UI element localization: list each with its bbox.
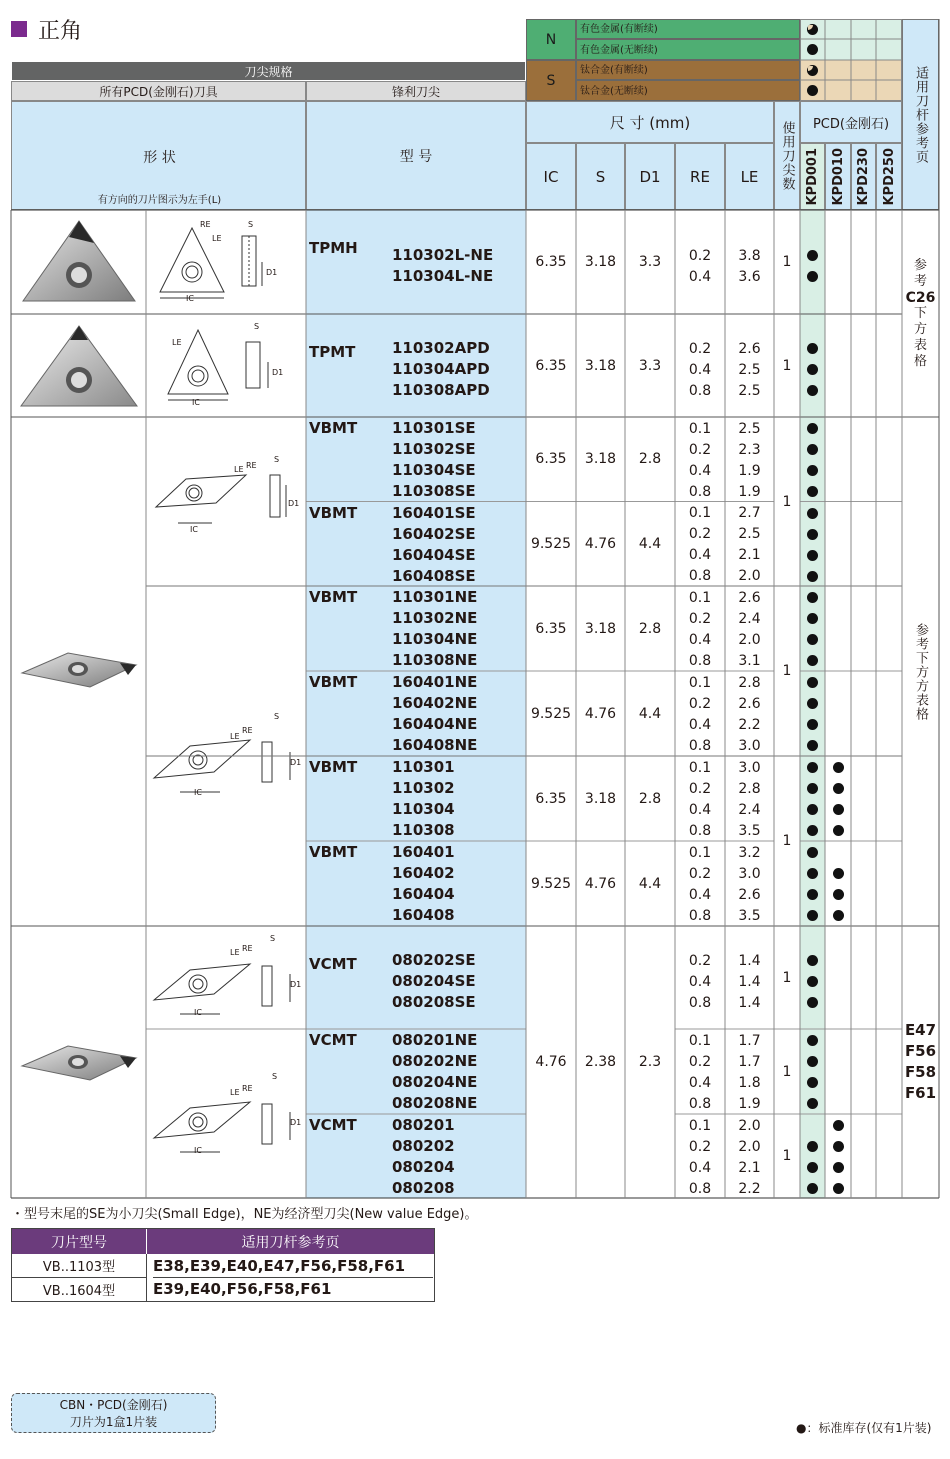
dim-s-header: S <box>576 143 625 210</box>
re-value: 0.4 <box>688 973 712 990</box>
re-value: 0.8 <box>688 1095 712 1112</box>
stock-dot <box>833 868 844 879</box>
pcd-header: PCD(金刚石) <box>800 101 902 143</box>
tpmh-photo <box>14 215 144 310</box>
stock-dot <box>807 1056 818 1067</box>
stock-dot <box>807 655 818 666</box>
model-code: 080208 <box>392 1179 455 1197</box>
re-value: 0.1 <box>688 674 712 691</box>
s-value: 3.18 <box>584 357 617 374</box>
model-code: 160408 <box>392 906 455 924</box>
re-value: 0.2 <box>688 247 712 264</box>
le-value: 2.0 <box>738 1138 761 1155</box>
d1-value: 2.8 <box>638 620 662 637</box>
model-code: 110308SE <box>392 482 476 500</box>
stock-dot <box>833 1120 844 1131</box>
vcmt-plain-use-count: 1 <box>782 1148 792 1164</box>
stock-dot <box>807 804 818 815</box>
stock-dot <box>807 250 818 261</box>
re-value: 0.2 <box>688 526 712 542</box>
re-value: 0.4 <box>688 886 712 903</box>
vbmt-se-drawing: IC S D1 LE RE <box>150 445 302 545</box>
model-series: VCMT <box>309 955 357 973</box>
ic-value: 6.35 <box>535 451 567 468</box>
shape-header: 形 状 有方向的刀片图示为左手(L) <box>11 101 306 210</box>
re-value: 0.2 <box>688 1053 712 1070</box>
model-series: VCMT <box>309 1116 357 1134</box>
re-value: 0.8 <box>688 382 712 399</box>
stock-dot <box>807 698 818 709</box>
re-value: 0.1 <box>688 1032 712 1049</box>
model-series: VBMT <box>309 843 358 861</box>
stock-dot <box>807 868 818 879</box>
model-header: 型 号 <box>306 101 526 210</box>
le-value: 2.6 <box>738 340 761 357</box>
le-value: 2.5 <box>738 382 761 399</box>
model-series: VBMT <box>309 419 358 437</box>
le-value: 1.7 <box>738 1053 761 1070</box>
le-value: 2.4 <box>738 610 761 627</box>
d1-value: 2.8 <box>638 451 662 468</box>
re-value: 0.8 <box>688 907 712 924</box>
d1-value: 4.4 <box>638 705 662 722</box>
le-value: 2.5 <box>738 361 761 378</box>
vcmt-d1: 2.3 <box>638 1054 662 1070</box>
s-value: 4.76 <box>584 875 617 892</box>
stock-dot <box>807 1077 818 1088</box>
ic-value: 9.525 <box>530 535 572 552</box>
model-code: 160408NE <box>392 736 478 754</box>
le-value: 2.7 <box>738 505 761 521</box>
le-value: 1.4 <box>738 973 761 990</box>
re-value: 0.2 <box>688 340 712 357</box>
tpmt-use-count: 1 <box>782 357 792 374</box>
stock-dot <box>833 783 844 794</box>
model-code: 110308NE <box>392 651 478 669</box>
stock-dot <box>807 719 818 730</box>
re-value: 0.4 <box>688 716 712 733</box>
re-value: 0.4 <box>688 801 712 818</box>
stock-dot <box>807 1162 818 1173</box>
re-value: 0.8 <box>688 1180 712 1197</box>
bar-table-row1-model: VB..1103型 <box>12 1254 147 1278</box>
model-series: TPMT <box>309 343 356 361</box>
le-value: 1.9 <box>738 462 761 479</box>
le-value: 3.6 <box>738 268 761 285</box>
grade-kpd230: KPD230 <box>851 143 876 210</box>
le-value: 2.0 <box>738 568 761 584</box>
re-value: 0.4 <box>688 547 712 563</box>
bar-table-row2-model: VB..1604型 <box>12 1278 147 1301</box>
re-value: 0.1 <box>688 505 712 521</box>
re-value: 0.4 <box>688 1074 712 1091</box>
tpmt-photo <box>14 318 144 413</box>
re-value: 0.4 <box>688 1159 712 1176</box>
model-code: 080201NE <box>392 1031 478 1049</box>
le-value: 2.3 <box>738 441 761 458</box>
ic-value: 6.35 <box>535 254 567 270</box>
s-value: 4.76 <box>584 535 617 552</box>
model-code: 080204NE <box>392 1073 478 1091</box>
stock-dot <box>807 847 818 858</box>
stock-dot <box>807 762 818 773</box>
re-value: 0.8 <box>688 822 712 839</box>
tpmt-drawing: IC S D1 LE <box>150 318 302 414</box>
size-header: 尺 寸 (mm) <box>526 101 774 143</box>
s-value: 3.18 <box>584 620 617 637</box>
le-value: 1.9 <box>738 483 761 500</box>
stock-dot <box>807 783 818 794</box>
re-value: 0.2 <box>688 780 712 797</box>
ref-vb: 参考下方方表格 <box>913 622 928 721</box>
le-value: 2.2 <box>738 716 761 733</box>
footnote: ・型号末尾的SE为小刀尖(Small Edge)，NE为经济型刀尖(New value Edge)。 <box>11 1207 478 1222</box>
grade-kpd010: KPD010 <box>825 143 851 210</box>
re-value: 0.4 <box>688 268 712 285</box>
stock-dot <box>833 1141 844 1152</box>
vcmt-se-drawing: IC S D1 LE RE <box>150 930 302 1026</box>
d1-value: 2.8 <box>638 790 662 807</box>
model-code: 110304APD <box>392 360 490 378</box>
re-value: 0.2 <box>688 695 712 712</box>
d1-value: 4.4 <box>638 875 662 892</box>
model-code: 080204SE <box>392 972 476 990</box>
material-grade-grid <box>800 19 902 101</box>
model-series: TPMH <box>309 239 358 257</box>
le-value: 2.4 <box>738 801 761 818</box>
vbmt-plain-use-count: 1 <box>782 833 792 849</box>
model-code: 110302APD <box>392 339 490 357</box>
stock-dot <box>807 976 818 987</box>
le-value: 3.8 <box>738 247 761 264</box>
ic-value: 9.525 <box>530 705 572 722</box>
model-code: 080208SE <box>392 993 476 1011</box>
stock-dot <box>807 364 818 375</box>
le-value: 1.8 <box>738 1074 761 1091</box>
re-value: 0.4 <box>688 462 712 479</box>
grade-kpd001: KPD001 <box>800 143 825 210</box>
vbmt-se-use-count: 1 <box>782 493 792 510</box>
dim-ic-header: IC <box>526 143 576 210</box>
le-value: 2.8 <box>738 780 761 797</box>
stock-dot <box>807 889 818 900</box>
model-code: 160408SE <box>392 566 476 585</box>
re-value: 0.1 <box>688 589 712 606</box>
ref-tp: 参 考 C26 下 方 表 格 <box>905 257 936 369</box>
model-series: VBMT <box>309 588 358 606</box>
stock-dot <box>807 1183 818 1194</box>
re-value: 0.1 <box>688 1117 712 1134</box>
model-code: 080204 <box>392 1158 455 1176</box>
page-title: 正角 <box>38 19 83 44</box>
s-value: 3.18 <box>584 254 617 270</box>
le-value: 2.1 <box>738 547 761 563</box>
re-value: 0.2 <box>688 865 712 882</box>
stock-dot <box>807 1035 818 1046</box>
stock-legend: ●：标准库存(仅有1片装) <box>796 1421 932 1435</box>
le-value: 3.5 <box>738 907 761 924</box>
re-value: 0.1 <box>688 420 712 437</box>
model-code: 160401 <box>392 843 455 861</box>
model-code: 110302L-NE <box>392 246 494 264</box>
vcmt-ic: 4.76 <box>535 1054 567 1070</box>
model-series: VCMT <box>309 1031 357 1049</box>
title-marker <box>11 21 27 37</box>
vcmt-ne-use-count: 1 <box>782 1063 792 1080</box>
re-value: 0.1 <box>688 759 712 776</box>
model-code: 110302NE <box>392 609 478 627</box>
model-code: 080202NE <box>392 1052 478 1070</box>
stock-dot <box>807 550 818 561</box>
model-code: 160404NE <box>392 715 478 733</box>
stock-dot <box>807 1141 818 1152</box>
re-value: 0.2 <box>688 610 712 627</box>
stock-dot <box>807 465 818 476</box>
stock-dot <box>807 955 818 966</box>
model-code: 160404SE <box>392 545 476 564</box>
bar-table-header-model: 刀片型号 <box>12 1229 147 1254</box>
vcmt-s: 2.38 <box>584 1054 617 1070</box>
model-code: 110301SE <box>392 419 476 437</box>
model-code: 110304L-NE <box>392 267 494 285</box>
stock-dot <box>807 910 818 921</box>
packaging-badge: CBN・PCD(金刚石) 刀片为1盒1片装 <box>11 1393 216 1433</box>
re-value: 0.2 <box>688 1138 712 1155</box>
stock-dot <box>807 592 818 603</box>
stock-dot <box>807 271 818 282</box>
re-value: 0.8 <box>688 994 712 1011</box>
model-code: 110308 <box>392 821 455 839</box>
le-value: 3.0 <box>738 759 761 776</box>
re-value: 0.8 <box>688 737 712 754</box>
stock-dot <box>807 613 818 624</box>
le-value: 2.6 <box>738 695 761 712</box>
material-s-row1: 钛合金(有断续) <box>576 60 800 80</box>
dim-re-header: RE <box>675 143 725 210</box>
model-code: 160401SE <box>392 503 476 522</box>
stock-dot <box>833 910 844 921</box>
le-value: 2.6 <box>738 589 761 606</box>
stock-dot <box>833 762 844 773</box>
model-code: 110308APD <box>392 381 490 399</box>
stock-dot <box>807 571 818 582</box>
re-value: 0.2 <box>688 952 712 969</box>
re-value: 0.4 <box>688 361 712 378</box>
model-code: 160401NE <box>392 673 478 691</box>
stock-dot <box>807 343 818 354</box>
le-value: 2.6 <box>738 886 761 903</box>
bar-table-row2-ref: E39,E40,F56,F58,F61 <box>153 1280 332 1298</box>
ic-value: 6.35 <box>535 790 567 807</box>
stock-dot <box>807 529 818 540</box>
stock-dot <box>833 825 844 836</box>
vcmt-se-use-count: 1 <box>782 969 792 986</box>
model-code: 160402NE <box>392 694 478 712</box>
spec-header: 刀尖规格 <box>11 61 526 81</box>
model-code: 110304 <box>392 800 455 818</box>
d1-value: 3.3 <box>638 254 662 270</box>
stock-dot <box>807 634 818 645</box>
model-code: 110301 <box>392 758 455 776</box>
grade-kpd250: KPD250 <box>876 143 902 210</box>
material-n-row2: 有色金属(无断续) <box>576 39 800 60</box>
stock-dot <box>807 486 818 497</box>
le-value: 2.0 <box>738 1117 761 1134</box>
material-n-row1: 有色金属(有断续) <box>576 19 800 39</box>
material-s-row2: 钛合金(无断续) <box>576 80 800 101</box>
stock-dot <box>807 740 818 751</box>
model-code: 110301NE <box>392 588 478 606</box>
stock-dot <box>807 508 818 519</box>
le-value: 3.2 <box>738 844 761 861</box>
re-value: 0.8 <box>688 568 712 584</box>
stock-dot <box>807 385 818 396</box>
model-series: VBMT <box>309 503 358 522</box>
sharp-header: 锋利刀尖 <box>306 81 526 101</box>
bar-reference-table <box>11 1228 435 1302</box>
ref-page-header: 适用刀杆参考页 <box>902 19 939 210</box>
re-value: 0.8 <box>688 652 712 669</box>
vbmt-photo <box>20 645 138 695</box>
model-code: 080202SE <box>392 951 476 969</box>
vcmt-photo <box>20 1038 138 1088</box>
tpmh-drawing: IC S D1 LE RE <box>150 214 302 310</box>
model-code: 080208NE <box>392 1094 478 1112</box>
stock-dot <box>833 1162 844 1173</box>
d1-value: 4.4 <box>638 535 662 552</box>
stock-dot <box>807 997 818 1008</box>
stock-dot <box>833 1183 844 1194</box>
le-value: 1.4 <box>738 952 761 969</box>
stock-dot <box>807 677 818 688</box>
dim-le-header: LE <box>725 143 774 210</box>
stock-dot <box>807 444 818 455</box>
le-value: 2.5 <box>738 526 761 542</box>
model-code: 110304SE <box>392 461 476 479</box>
model-code: 110304NE <box>392 630 478 648</box>
stock-dot <box>807 423 818 434</box>
s-value: 3.18 <box>584 790 617 807</box>
ic-value: 9.525 <box>530 875 572 892</box>
le-value: 1.4 <box>738 994 761 1011</box>
ic-value: 6.35 <box>535 620 567 637</box>
tpmh-use-count: 1 <box>782 254 792 270</box>
le-value: 2.8 <box>738 674 761 691</box>
model-code: 080202 <box>392 1137 455 1155</box>
le-value: 1.7 <box>738 1032 761 1049</box>
re-value: 0.4 <box>688 631 712 648</box>
model-series: VBMT <box>309 758 358 776</box>
re-value: 0.8 <box>688 483 712 500</box>
model-code: 110302 <box>392 779 455 797</box>
stock-dot <box>833 804 844 815</box>
model-code: 080201 <box>392 1116 455 1134</box>
le-value: 2.0 <box>738 631 761 648</box>
le-value: 3.1 <box>738 652 761 669</box>
ic-value: 6.35 <box>535 357 567 374</box>
stock-dot <box>807 1098 818 1109</box>
le-value: 3.0 <box>738 865 761 882</box>
s-value: 3.18 <box>584 451 617 468</box>
stock-dot <box>807 825 818 836</box>
stock-dot <box>833 889 844 900</box>
vbmt-ne-use-count: 1 <box>782 663 792 679</box>
dim-d1-header: D1 <box>625 143 675 210</box>
model-code: 160404 <box>392 885 455 903</box>
le-value: 1.9 <box>738 1095 761 1112</box>
le-value: 2.5 <box>738 420 761 437</box>
model-code: 160402 <box>392 864 455 882</box>
s-value: 4.76 <box>584 705 617 722</box>
re-value: 0.2 <box>688 441 712 458</box>
material-s: S <box>526 60 576 101</box>
re-value: 0.1 <box>688 844 712 861</box>
vcmt-ne-drawing: IC S D1 LE RE <box>150 1066 302 1162</box>
model-code: 110302SE <box>392 440 476 458</box>
le-value: 3.5 <box>738 822 761 839</box>
use-count-header: 使用刀尖数 <box>774 101 800 210</box>
vbmt-ne-drawing: IC S D1 LE RE <box>150 700 302 804</box>
le-value: 2.2 <box>738 1180 761 1197</box>
d1-value: 3.3 <box>638 357 662 374</box>
le-value: 2.1 <box>738 1159 761 1176</box>
all-pcd-header: 所有PCD(金刚石)刀具 <box>11 81 306 101</box>
le-value: 3.0 <box>738 737 761 754</box>
material-n: N <box>526 19 576 60</box>
ref-vc: E47 F56 F58 F61 <box>904 1021 937 1102</box>
model-code: 160402SE <box>392 524 476 543</box>
bar-table-row1-ref: E38,E39,E40,E47,F56,F58,F61 <box>153 1254 433 1278</box>
bar-table-header-ref: 适用刀杆参考页 <box>147 1229 434 1254</box>
model-series: VBMT <box>309 673 358 691</box>
